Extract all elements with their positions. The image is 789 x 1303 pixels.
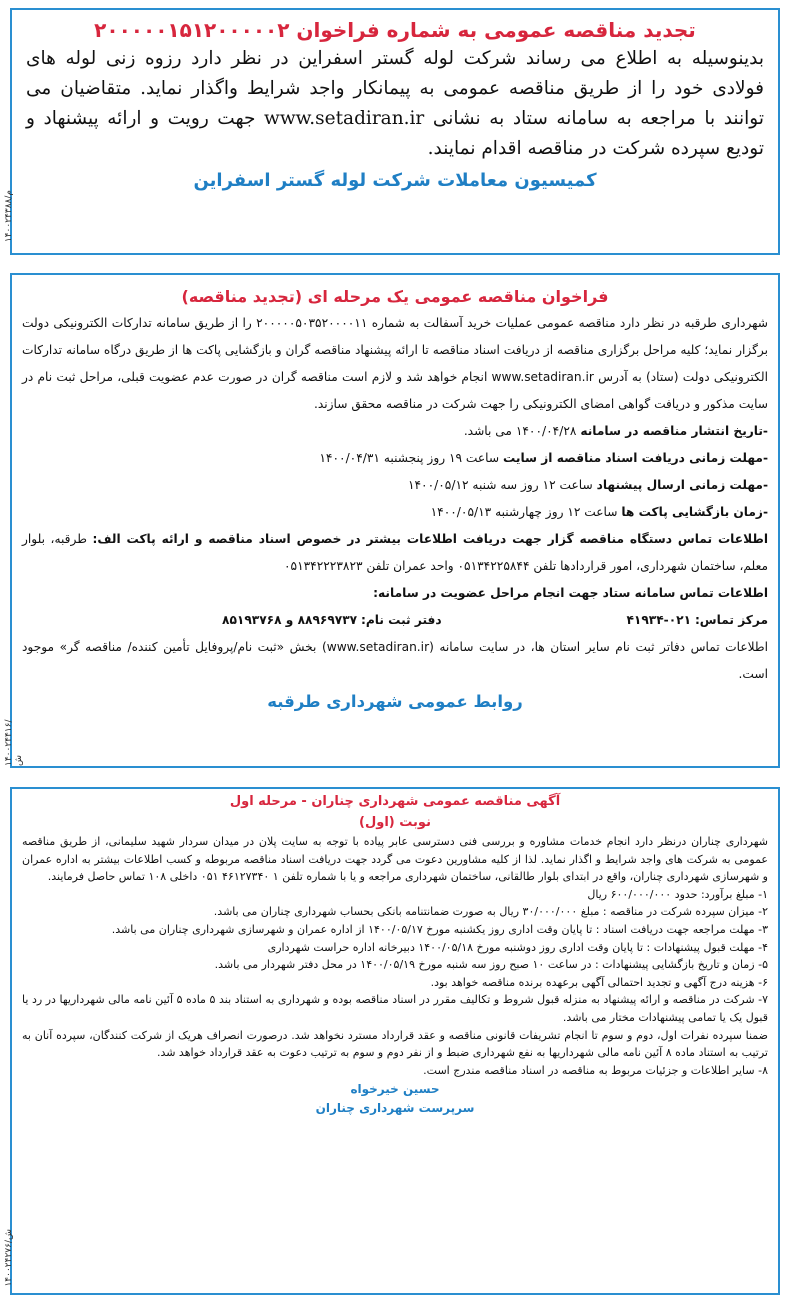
list-item: ۲- میزان سپرده شرکت در مناقصه : مبلغ ۳۰/۰۰۰/۰۰۰ ریال به صورت ضمانتنامه بانکی بحساب شهرداری چناران می باشد. [213,905,768,919]
signer-title: سرپرست شهرداری چناران [315,1101,475,1116]
center-value: ۰۲۱-۴۱۹۳۴ [626,613,692,627]
list-item: ۷- شرکت در مناقصه و ارائه پیشنهاد به منزله قبول شروط و تکالیف مقرر در اسناد مناقصه بوده و شهرداری به استناد بند ۵ ماده ۵ آئین نامه مالی شهرداریها در رد یا قبول یک یا تمامی پیشنهادات مختار می باشد. [22,993,768,1024]
notice-body [12,831,778,1079]
contact-info [22,526,768,580]
date-value: ساعت ۱۲ روز سه شنبه ۱۴۰۰/۰۵/۱۲ [407,478,593,492]
notice-outro: اطلاعات تماس دفاتر ثبت نام سایر استان ها، در سایت سامانه (www.setadiran.ir) بخش «ثبت نام/پروفایل تأمین کننده/ مناقصه گر» موجود است. [22,640,768,681]
list-item: ۴- مهلت قبول پیشنهادات : تا پایان وقت اداری روز دوشنبه مورخ ۱۴۰۰/۰۵/۱۸ دبیرخانه اداره حراست شهرداری [267,940,768,954]
notice-signature: کمیسیون معاملات شرکت لوله گستر اسفراین [193,170,597,191]
ad-code: ۱۴۰۰۲۴۲۷۶/ش [4,1229,14,1287]
setad-phones [22,607,768,634]
date-value: ساعت ۱۹ روز پنجشنبه ۱۴۰۰/۰۴/۳۱ [319,451,500,465]
list-item: ۵- زمان و تاریخ بازگشایی پیشنهادات : در ساعت ۱۰ صبح روز سه شنبه مورخ ۱۴۰۰/۰۵/۱۹ در محل دفتر شهردار می باشد. [214,958,768,972]
date-submit [22,472,768,499]
tender-notice-chenaran [4,787,780,1295]
notice-title: آگهی مناقصه عمومی شهرداری چناران - مرحله اول [229,794,561,809]
office-value: ۸۸۹۶۹۷۳۷ و ۸۵۱۹۳۷۶۸ [222,613,358,627]
date-value: ۱۴۰۰/۰۴/۲۸ می باشد. [463,424,577,438]
date-label: -تاریخ انتشار مناقصه در سامانه [580,424,768,438]
office-label: دفتر ثبت نام: [360,613,442,627]
notice-title: تجدید مناقصه عمومی به شماره فراخوان ۲۰۰۰۰۰۱۵۱۲۰۰۰۰۰۲ [94,18,696,42]
date-publish [22,418,768,445]
list-item: ۶- هزینه درج آگهی و تجدید احتمالی آگهی برعهده برنده مناقصه خواهد بود. [430,975,768,989]
date-label: -مهلت زمانی دریافت اسناد مناقصه از سایت [502,451,768,465]
notice-intro: شهرداری چناران درنظر دارد انجام خدمات مشاوره و بررسی فنی دسترسی عابر پیاده با توجه به سایت پلان در میدان سردار شهید سلیمانی، از طریق مناقصه عمومی به شرکت های واجد شرایط و اگذار نماید. لذا از کلیه مشاورین دعوت می گردد جهت دریافت اسناد مناقصه مربوطه و کسب اطلاعات بیشتر به اداره عمران و شهرسازی شهرداری چناران، واقع در ابتدای بلوار طالقانی، ساختمان شهرداری مراجعه و یا با شماره تلفن ۱ ۴۶۱۲۷۳۴۰ ۰۵۱ داخلی ۱۰۸ تماس حاصل فرمایند. [22,835,768,884]
tender-notice-torghabeh [4,273,780,768]
list-item: ۸- سایر اطلاعات و جزئیات مربوط به مناقصه در اسناد مناقصه مندرج است. [423,1063,768,1077]
notice-title: فراخوان مناقصه عمومی یک مرحله ای (تجدید مناقصه) [181,287,609,306]
date-value: ساعت ۱۲ روز چهارشنبه ۱۴۰۰/۰۵/۱۳ [430,505,618,519]
tender-notice-esfarayen [4,8,780,255]
notice-signature: روابط عمومی شهرداری طرقبه [267,692,523,711]
notice-intro: شهرداری طرقبه در نظر دارد مناقصه عمومی عملیات خرید آسفالت به شماره ۲۰۰۰۰۰۵۰۳۵۲۰۰۰۰۱۱ را از طریق سامانه تدارکات الکترونیکی دولت برگزار نماید؛ کلیه مراحل برگزاری مناقصه از دریافت اسناد مناقصه تا ارائه پیشنهاد مناقصه گران و بازگشایی پاکت ها از طریق درگاه سامانه تدارکات الکترونیکی دولت (ستاد) به آدرس www.setadiran.ir انجام خواهد شد و لازم است مناقصه گران در صورت عدم عضویت قبلی، مراحل ثبت نام در سایت مذکور و دریافت گواهی امضای الکترونیکی را جهت شرکت در مناقصه محقق سازند. [22,316,768,411]
ad-code: ۱۴۰۰۲۴۴۱۶/ش [4,719,24,766]
list-item: ۳- مهلت مراجعه جهت دریافت اسناد : تا پایان وقت اداری روز یکشنبه مورخ ۱۴۰۰/۰۵/۱۷ از اداره عمران و شهرسازی شهرداری چناران می باشد. [111,922,768,936]
signer-name: حسین خیرخواه [350,1082,440,1097]
contact-label: اطلاعات تماس دستگاه مناقصه گزار جهت دریافت اطلاعات بیشتر در خصوص اسناد مناقصه و ارائه پاکت الف: [92,532,768,546]
date-receive-docs [22,445,768,472]
notice-body: بدینوسیله به اطلاع می رساند شرکت لوله گستر اسفراین در نظر دارد رزوه زنی لوله های فولادی خود را از طریق مناقصه عمومی به پیمانکار واجد شرایط واگذار نماید. متقاضیان می توانند با مراجعه به سامانه ستاد به نشانی www.setadiran.ir جهت رویت و ارائه پیشنهاد و توديع سپرده شرکت در مناقصه اقدام نمایند. [26,48,764,159]
center-label: مرکز تماس: [694,613,768,627]
date-label: -مهلت زمانی ارسال پیشنهاد [596,478,768,492]
ad-code: ۱۴۰۰۲۴۳۸۸/م [4,190,14,243]
notice-body [12,306,778,688]
date-opening [22,499,768,526]
list-item: ۱- مبلغ برآورد: حدود ۶۰۰/۰۰۰/۰۰۰ ریال [587,887,768,901]
setad-contact-label: اطلاعات تماس سامانه ستاد جهت انجام مراحل عضویت در سامانه: [373,586,768,600]
notice-round: نوبت (اول) [359,815,431,830]
date-label: -زمان بازگشایی پاکت ها [621,505,768,519]
contact-value: طرقبه، بلوار معلم، ساختمان شهرداری، امور قراردادها تلفن ۰۵۱۳۴۲۲۵۸۴۴ واحد عمران تلفن ۰۵۱۳۴۲۲۲۳۸۲۳ [22,532,768,573]
list-item: ضمنا سپرده نفرات اول، دوم و سوم تا انجام تشریفات قانونی مناقصه و عقد قرارداد مسترد نخواهد شد. درصورت انصراف هریک از شرکت کنندگان، سپرده آنان به ترتیب به استناد ماده ۸ آئین نامه مالی شهرداریها به نفع شهرداری ضبط و از نفر دوم و سوم به ترتیب دعوت به عقد قرارداد خواهد شد. [22,1028,768,1060]
